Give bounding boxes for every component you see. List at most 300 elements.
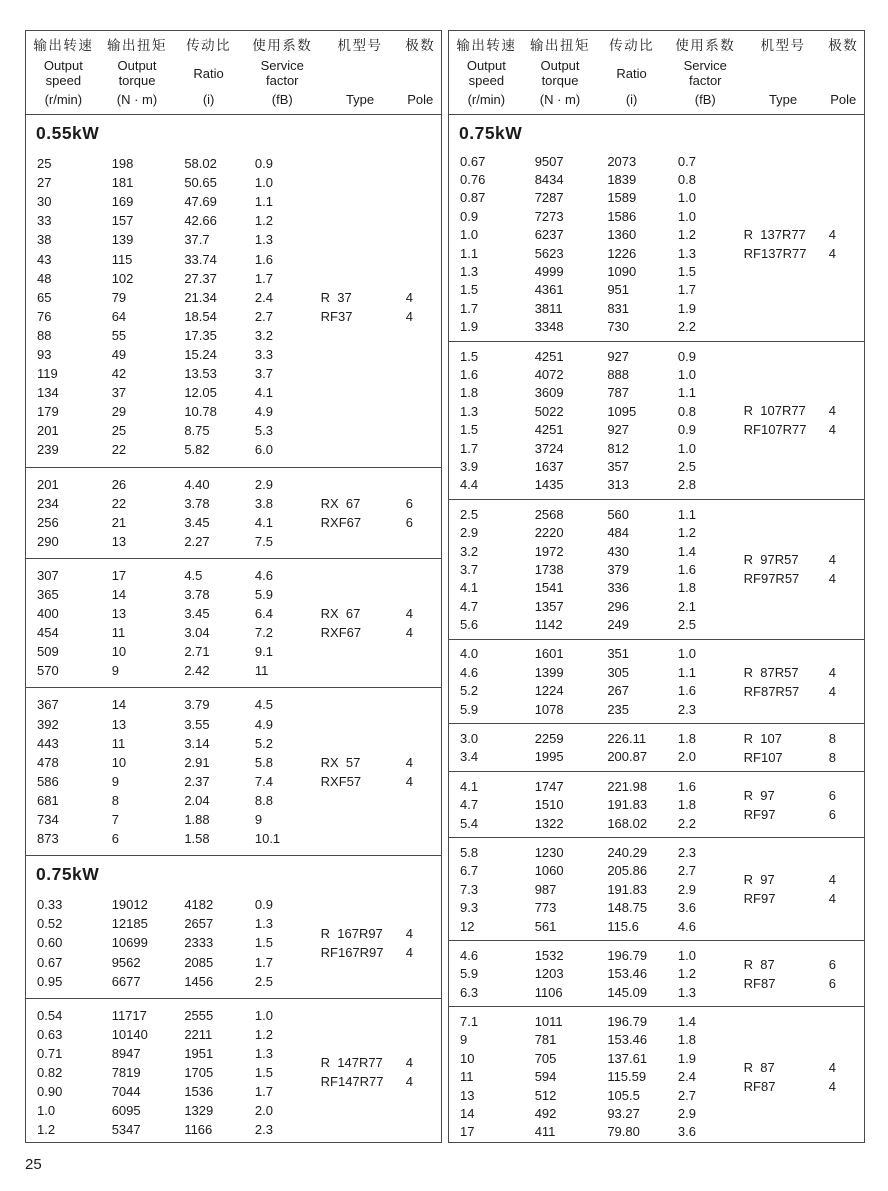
data-row	[26, 402, 441, 421]
header-unit: (i)	[625, 92, 638, 108]
header-en-line: torque	[541, 73, 579, 89]
cell-output-speed: 12	[460, 918, 475, 934]
header-label-en	[467, 58, 506, 89]
cell-ratio: 2.42	[184, 663, 210, 679]
cell-service-factor: 1.5	[677, 264, 696, 280]
pole-value: 6	[828, 975, 836, 991]
cell-ratio: 812	[607, 440, 630, 456]
cell-output-torque: 10	[111, 644, 127, 660]
cell-service-factor: 1.0	[677, 440, 696, 456]
data-block	[26, 999, 441, 1143]
type-label: R 107R77	[743, 403, 806, 419]
data-row	[26, 192, 441, 211]
header-en-line: Output	[117, 57, 157, 73]
data-row	[26, 952, 441, 971]
cell-service-factor: 0.9	[677, 422, 696, 438]
header-label-zh: 机型号	[337, 38, 383, 53]
cell-output-torque: 9	[111, 773, 119, 789]
cell-output-torque: 13	[111, 533, 127, 549]
cell-output-speed: 570	[37, 663, 59, 679]
cell-output-torque: 1060	[534, 863, 564, 879]
cell-output-speed: 179	[37, 404, 59, 420]
type-label: R 87	[743, 1059, 775, 1075]
data-row	[449, 682, 864, 700]
data-block	[449, 838, 864, 941]
cell-ratio: 196.79	[607, 1014, 648, 1030]
cell-ratio: 153.46	[607, 1032, 648, 1048]
data-block	[26, 468, 441, 559]
cell-ratio: 249	[607, 617, 630, 633]
data-row	[449, 898, 864, 916]
pole-value: 4	[828, 664, 836, 680]
pole-value: 4	[828, 422, 836, 438]
pole-value: 8	[828, 749, 836, 765]
cell-output-speed: 13	[460, 1087, 475, 1103]
cell-output-torque: 2259	[534, 731, 564, 747]
cell-ratio: 205.86	[607, 863, 648, 879]
cell-output-speed: 367	[37, 697, 59, 713]
cell-output-speed: 30	[37, 194, 52, 210]
cell-output-torque: 42	[111, 366, 127, 382]
cell-ratio: 58.02	[184, 156, 217, 172]
cell-service-factor: 4.6	[677, 918, 696, 934]
cell-output-torque: 22	[111, 442, 127, 458]
header-unit: (fB)	[694, 92, 716, 108]
header-cell	[244, 38, 321, 108]
data-row	[449, 347, 864, 365]
table-body	[449, 115, 864, 1143]
cell-output-speed: 38	[37, 232, 52, 248]
cell-ratio: 168.02	[607, 815, 648, 831]
cell-ratio: 18.54	[184, 308, 217, 324]
cell-service-factor: 1.5	[254, 935, 273, 951]
cell-ratio: 153.46	[607, 966, 648, 982]
cell-ratio: 430	[607, 543, 630, 559]
data-block	[26, 559, 441, 689]
header-cell	[524, 38, 597, 108]
cell-ratio: 267	[607, 683, 630, 699]
data-row	[449, 579, 864, 597]
pole-value: 4	[828, 891, 836, 907]
cell-service-factor: 1.3	[254, 916, 273, 932]
data-row	[26, 895, 441, 914]
section-title-power: 0.75kW	[459, 123, 523, 143]
cell-service-factor: 1.3	[677, 984, 696, 1000]
type-label: R 37	[320, 289, 352, 305]
cell-service-factor: 2.3	[677, 701, 696, 717]
cell-service-factor: 2.5	[254, 973, 273, 989]
cell-output-torque: 10699	[111, 935, 148, 951]
data-row	[26, 364, 441, 383]
pole-value: 6	[828, 956, 836, 972]
data-row	[449, 281, 864, 299]
pole-value: 6	[828, 787, 836, 803]
data-row	[449, 597, 864, 615]
type-label: RXF57	[320, 773, 362, 789]
cell-output-speed: 2.5	[460, 506, 479, 522]
type-label: R 97R57	[743, 552, 799, 568]
cell-output-torque: 157	[111, 213, 134, 229]
type-label: RF97	[743, 891, 776, 907]
type-label: RF87R57	[743, 683, 800, 699]
data-row	[449, 262, 864, 280]
cell-ratio: 4.40	[184, 476, 210, 492]
data-row	[449, 1086, 864, 1104]
data-row	[26, 623, 441, 642]
cell-ratio: 1951	[184, 1045, 214, 1061]
cell-service-factor: 4.5	[254, 697, 273, 713]
type-label: RF87	[743, 975, 776, 991]
header-label-en	[117, 58, 156, 89]
pole-value: 4	[405, 289, 413, 305]
cell-ratio: 115.59	[607, 1069, 647, 1085]
data-row	[449, 748, 864, 766]
cell-ratio: 2.27	[184, 533, 210, 549]
header-en-line: factor	[265, 73, 299, 89]
pole-value: 4	[405, 308, 413, 324]
cell-service-factor: 3.6	[677, 1124, 696, 1140]
cell-output-speed: 256	[37, 514, 59, 530]
cell-service-factor: 5.2	[254, 735, 273, 751]
cell-ratio: 221.98	[607, 778, 648, 794]
cell-ratio: 787	[607, 385, 630, 401]
cell-output-torque: 4251	[534, 348, 564, 364]
cell-service-factor: 1.6	[254, 251, 273, 267]
cell-ratio: 1226	[607, 245, 637, 261]
header-unit: Type	[345, 92, 375, 108]
data-block	[449, 941, 864, 1007]
data-row	[449, 880, 864, 898]
pole-value: 4	[405, 606, 413, 622]
cell-service-factor: 1.6	[677, 778, 696, 794]
cell-service-factor: 1.0	[677, 190, 696, 206]
header-en-line: speed	[468, 73, 505, 89]
cell-output-speed: 365	[37, 587, 59, 603]
header-label-en	[540, 58, 579, 89]
data-row	[26, 772, 441, 791]
cell-ratio: 148.75	[607, 900, 648, 916]
cell-output-speed: 7.3	[460, 881, 479, 897]
cell-ratio: 1456	[184, 973, 214, 989]
cell-output-speed: 443	[37, 735, 59, 751]
type-label: R 87	[743, 956, 775, 972]
cell-output-speed: 1.3	[460, 403, 479, 419]
cell-service-factor: 2.9	[254, 476, 273, 492]
cell-ratio: 336	[607, 580, 630, 596]
data-row	[26, 345, 441, 364]
cell-service-factor: 1.3	[677, 245, 696, 261]
cell-output-torque: 10140	[111, 1026, 148, 1042]
cell-ratio: 33.74	[184, 251, 217, 267]
cell-output-torque: 4999	[534, 264, 564, 280]
cell-ratio: 1705	[184, 1064, 214, 1080]
pole-value: 4	[405, 625, 413, 641]
data-row	[26, 791, 441, 810]
cell-output-speed: 1.0	[37, 1103, 56, 1119]
cell-output-torque: 9507	[534, 153, 564, 169]
cell-service-factor: 1.0	[254, 175, 273, 191]
cell-output-torque: 29	[111, 404, 127, 420]
cell-ratio: 1166	[184, 1122, 213, 1138]
cell-output-speed: 10	[460, 1050, 475, 1066]
header-cell	[822, 38, 864, 108]
cell-ratio: 105.5	[607, 1087, 640, 1103]
data-row	[26, 972, 441, 991]
data-row	[26, 230, 441, 249]
cell-ratio: 2.91	[184, 754, 210, 770]
cell-service-factor: 1.9	[677, 1050, 696, 1066]
type-label: RF97R57	[743, 571, 800, 587]
cell-output-speed: 0.33	[37, 897, 63, 913]
cell-output-torque: 7273	[534, 208, 564, 224]
cell-output-speed: 392	[37, 716, 59, 732]
cell-output-speed: 1.1	[460, 245, 479, 261]
cell-ratio: 191.83	[607, 797, 648, 813]
cell-ratio: 10.78	[184, 404, 217, 420]
cell-ratio: 5.82	[184, 442, 210, 458]
cell-ratio: 42.66	[184, 213, 217, 229]
header-cell	[26, 38, 101, 108]
cell-output-torque: 8434	[534, 172, 564, 188]
header-en-line: Service	[683, 57, 727, 73]
header-label-zh: 使用系数	[252, 38, 313, 53]
cell-output-torque: 1399	[534, 664, 564, 680]
cell-output-torque: 1230	[534, 844, 564, 860]
cell-output-speed: 6.7	[460, 863, 479, 879]
cell-output-speed: 0.60	[37, 935, 63, 951]
cell-ratio: 379	[607, 561, 630, 577]
cell-output-speed: 0.82	[37, 1064, 63, 1080]
cell-ratio: 15.24	[184, 346, 217, 362]
cell-ratio: 93.27	[607, 1106, 640, 1122]
data-block	[449, 342, 864, 500]
cell-output-torque: 25	[111, 423, 127, 439]
header-unit: Type	[768, 92, 798, 108]
cell-service-factor: 4.9	[254, 716, 273, 732]
data-row	[26, 1025, 441, 1044]
cell-ratio: 2.04	[184, 792, 210, 808]
cell-service-factor: 1.2	[677, 525, 696, 541]
cell-ratio: 47.69	[184, 194, 217, 210]
cell-output-torque: 6677	[111, 973, 141, 989]
data-row	[26, 173, 441, 192]
cell-ratio: 2657	[184, 916, 214, 932]
cell-service-factor: 2.0	[677, 749, 696, 765]
header-en-line: Output	[540, 57, 580, 73]
header-en-line: Ratio	[193, 65, 224, 81]
cell-output-torque: 5623	[534, 245, 564, 261]
cell-service-factor: 2.0	[254, 1103, 273, 1119]
cell-service-factor: 5.8	[254, 754, 273, 770]
cell-output-torque: 13	[111, 716, 127, 732]
header-label-zh: 使用系数	[675, 38, 736, 53]
cell-service-factor: 1.8	[677, 580, 696, 596]
cell-output-torque: 705	[534, 1050, 557, 1066]
cell-output-torque: 3724	[534, 440, 564, 456]
cell-output-speed: 0.71	[37, 1045, 63, 1061]
cell-ratio: 3.04	[184, 625, 210, 641]
cell-output-torque: 1357	[534, 598, 564, 614]
cell-output-speed: 1.8	[460, 385, 479, 401]
cell-output-torque: 3609	[534, 385, 564, 401]
cell-service-factor: 4.9	[254, 404, 273, 420]
cell-ratio: 2.71	[184, 644, 210, 660]
cell-output-speed: 201	[37, 423, 59, 439]
data-row	[449, 542, 864, 560]
data-row	[449, 384, 864, 402]
cell-output-torque: 19012	[111, 897, 148, 913]
header-unit: (r/min)	[44, 92, 83, 108]
pole-value: 4	[828, 226, 836, 242]
data-row	[26, 494, 441, 513]
cell-service-factor: 1.1	[677, 664, 696, 680]
cell-service-factor: 3.6	[677, 900, 696, 916]
cell-output-torque: 102	[111, 270, 134, 286]
cell-output-speed: 478	[37, 754, 59, 770]
cell-service-factor: 1.0	[677, 947, 696, 963]
cell-output-torque: 169	[111, 194, 134, 210]
data-row	[449, 476, 864, 494]
data-block	[449, 772, 864, 838]
cell-output-torque: 5347	[111, 1122, 141, 1138]
cell-output-torque: 7	[111, 812, 119, 828]
data-row	[449, 814, 864, 832]
data-row	[449, 729, 864, 747]
cell-output-speed: 3.2	[460, 543, 479, 559]
data-row	[26, 914, 441, 933]
cell-ratio: 2.37	[184, 773, 210, 789]
header-label-zh: 输出转速	[456, 38, 517, 53]
cell-output-speed: 290	[37, 533, 59, 549]
page-number: 25	[25, 1156, 42, 1173]
pole-value: 4	[828, 403, 836, 419]
cell-service-factor: 3.3	[254, 346, 273, 362]
data-row	[449, 420, 864, 438]
cell-service-factor: 9.1	[254, 644, 273, 660]
cell-ratio: 145.09	[607, 984, 648, 1000]
cell-ratio: 927	[607, 348, 630, 364]
cell-service-factor: 2.8	[677, 477, 696, 493]
cell-output-torque: 512	[534, 1087, 557, 1103]
data-row	[26, 440, 441, 459]
data-row	[449, 615, 864, 633]
data-row	[26, 249, 441, 268]
cell-service-factor: 1.7	[677, 282, 696, 298]
gear-table-right	[448, 30, 865, 1143]
header-en-line: Output	[43, 57, 83, 73]
cell-output-torque: 7044	[111, 1084, 141, 1100]
cell-output-torque: 2568	[534, 506, 564, 522]
header-en-line: torque	[118, 73, 156, 89]
cell-service-factor: 1.6	[677, 683, 696, 699]
cell-service-factor: 1.7	[254, 1084, 273, 1100]
cell-output-speed: 0.54	[37, 1007, 63, 1023]
cell-output-torque: 594	[534, 1069, 557, 1085]
cell-output-speed: 0.63	[37, 1026, 63, 1042]
cell-service-factor: 1.4	[677, 1014, 696, 1030]
header-en-line: factor	[688, 73, 722, 89]
cell-output-torque: 8947	[111, 1045, 141, 1061]
cell-output-speed: 11	[460, 1069, 474, 1085]
cell-output-torque: 11717	[111, 1007, 147, 1023]
data-row	[449, 1049, 864, 1067]
data-row	[449, 917, 864, 935]
cell-output-torque: 987	[534, 881, 557, 897]
cell-ratio: 2085	[184, 954, 214, 970]
header-cell	[399, 38, 441, 108]
table-header	[449, 31, 864, 115]
type-label: RF97	[743, 806, 776, 822]
cell-ratio: 1586	[607, 208, 637, 224]
type-label: RF37	[320, 308, 353, 324]
cell-output-torque: 411	[534, 1124, 556, 1140]
header-en-line: Service	[260, 57, 304, 73]
cell-ratio: 235	[607, 701, 630, 717]
data-row	[449, 843, 864, 861]
cell-output-torque: 181	[111, 175, 134, 191]
cell-service-factor: 1.1	[677, 385, 696, 401]
type-label: RX 67	[320, 606, 361, 622]
cell-output-torque: 7819	[111, 1064, 141, 1080]
data-row	[26, 1044, 441, 1063]
table-header	[26, 31, 441, 115]
cell-output-speed: 0.90	[37, 1084, 63, 1100]
cell-output-torque: 26	[111, 476, 127, 492]
cell-service-factor: 11	[254, 663, 269, 679]
cell-output-speed: 400	[37, 606, 59, 622]
pole-value: 4	[405, 1074, 413, 1090]
cell-service-factor: 10.1	[254, 831, 281, 847]
data-block	[449, 147, 864, 342]
header-label-zh: 输出扭矩	[107, 38, 167, 53]
data-row	[449, 777, 864, 795]
cell-ratio: 2073	[607, 153, 637, 169]
data-row	[449, 862, 864, 880]
cell-service-factor: 9	[254, 812, 263, 828]
cell-output-speed: 1.9	[460, 319, 479, 335]
cell-service-factor: 2.5	[677, 617, 696, 633]
data-row	[26, 154, 441, 173]
data-row	[449, 318, 864, 336]
cell-ratio: 191.83	[607, 881, 648, 897]
data-row	[26, 933, 441, 952]
cell-output-speed: 3.7	[460, 561, 479, 577]
cell-ratio: 200.87	[607, 749, 648, 765]
cell-ratio: 730	[607, 319, 630, 335]
header-cell	[667, 38, 744, 108]
cell-service-factor: 1.2	[677, 966, 696, 982]
type-label: RF107R77	[743, 422, 807, 438]
data-row	[449, 439, 864, 457]
cell-ratio: 560	[607, 506, 630, 522]
cell-output-torque: 781	[534, 1032, 557, 1048]
cell-service-factor: 6.0	[254, 442, 273, 458]
data-row	[26, 211, 441, 230]
cell-output-speed: 1.5	[460, 282, 479, 298]
cell-output-speed: 134	[37, 385, 59, 401]
cell-ratio: 1095	[607, 403, 637, 419]
data-row	[449, 299, 864, 317]
data-block	[449, 724, 864, 772]
header-label-en	[261, 58, 304, 89]
cell-service-factor: 2.7	[254, 308, 273, 324]
cell-output-torque: 64	[111, 308, 127, 324]
pole-value: 4	[828, 1059, 836, 1075]
cell-output-torque: 4251	[534, 422, 564, 438]
data-row	[26, 1006, 441, 1025]
type-label: RX 67	[320, 495, 361, 511]
cell-output-speed: 0.67	[460, 153, 486, 169]
